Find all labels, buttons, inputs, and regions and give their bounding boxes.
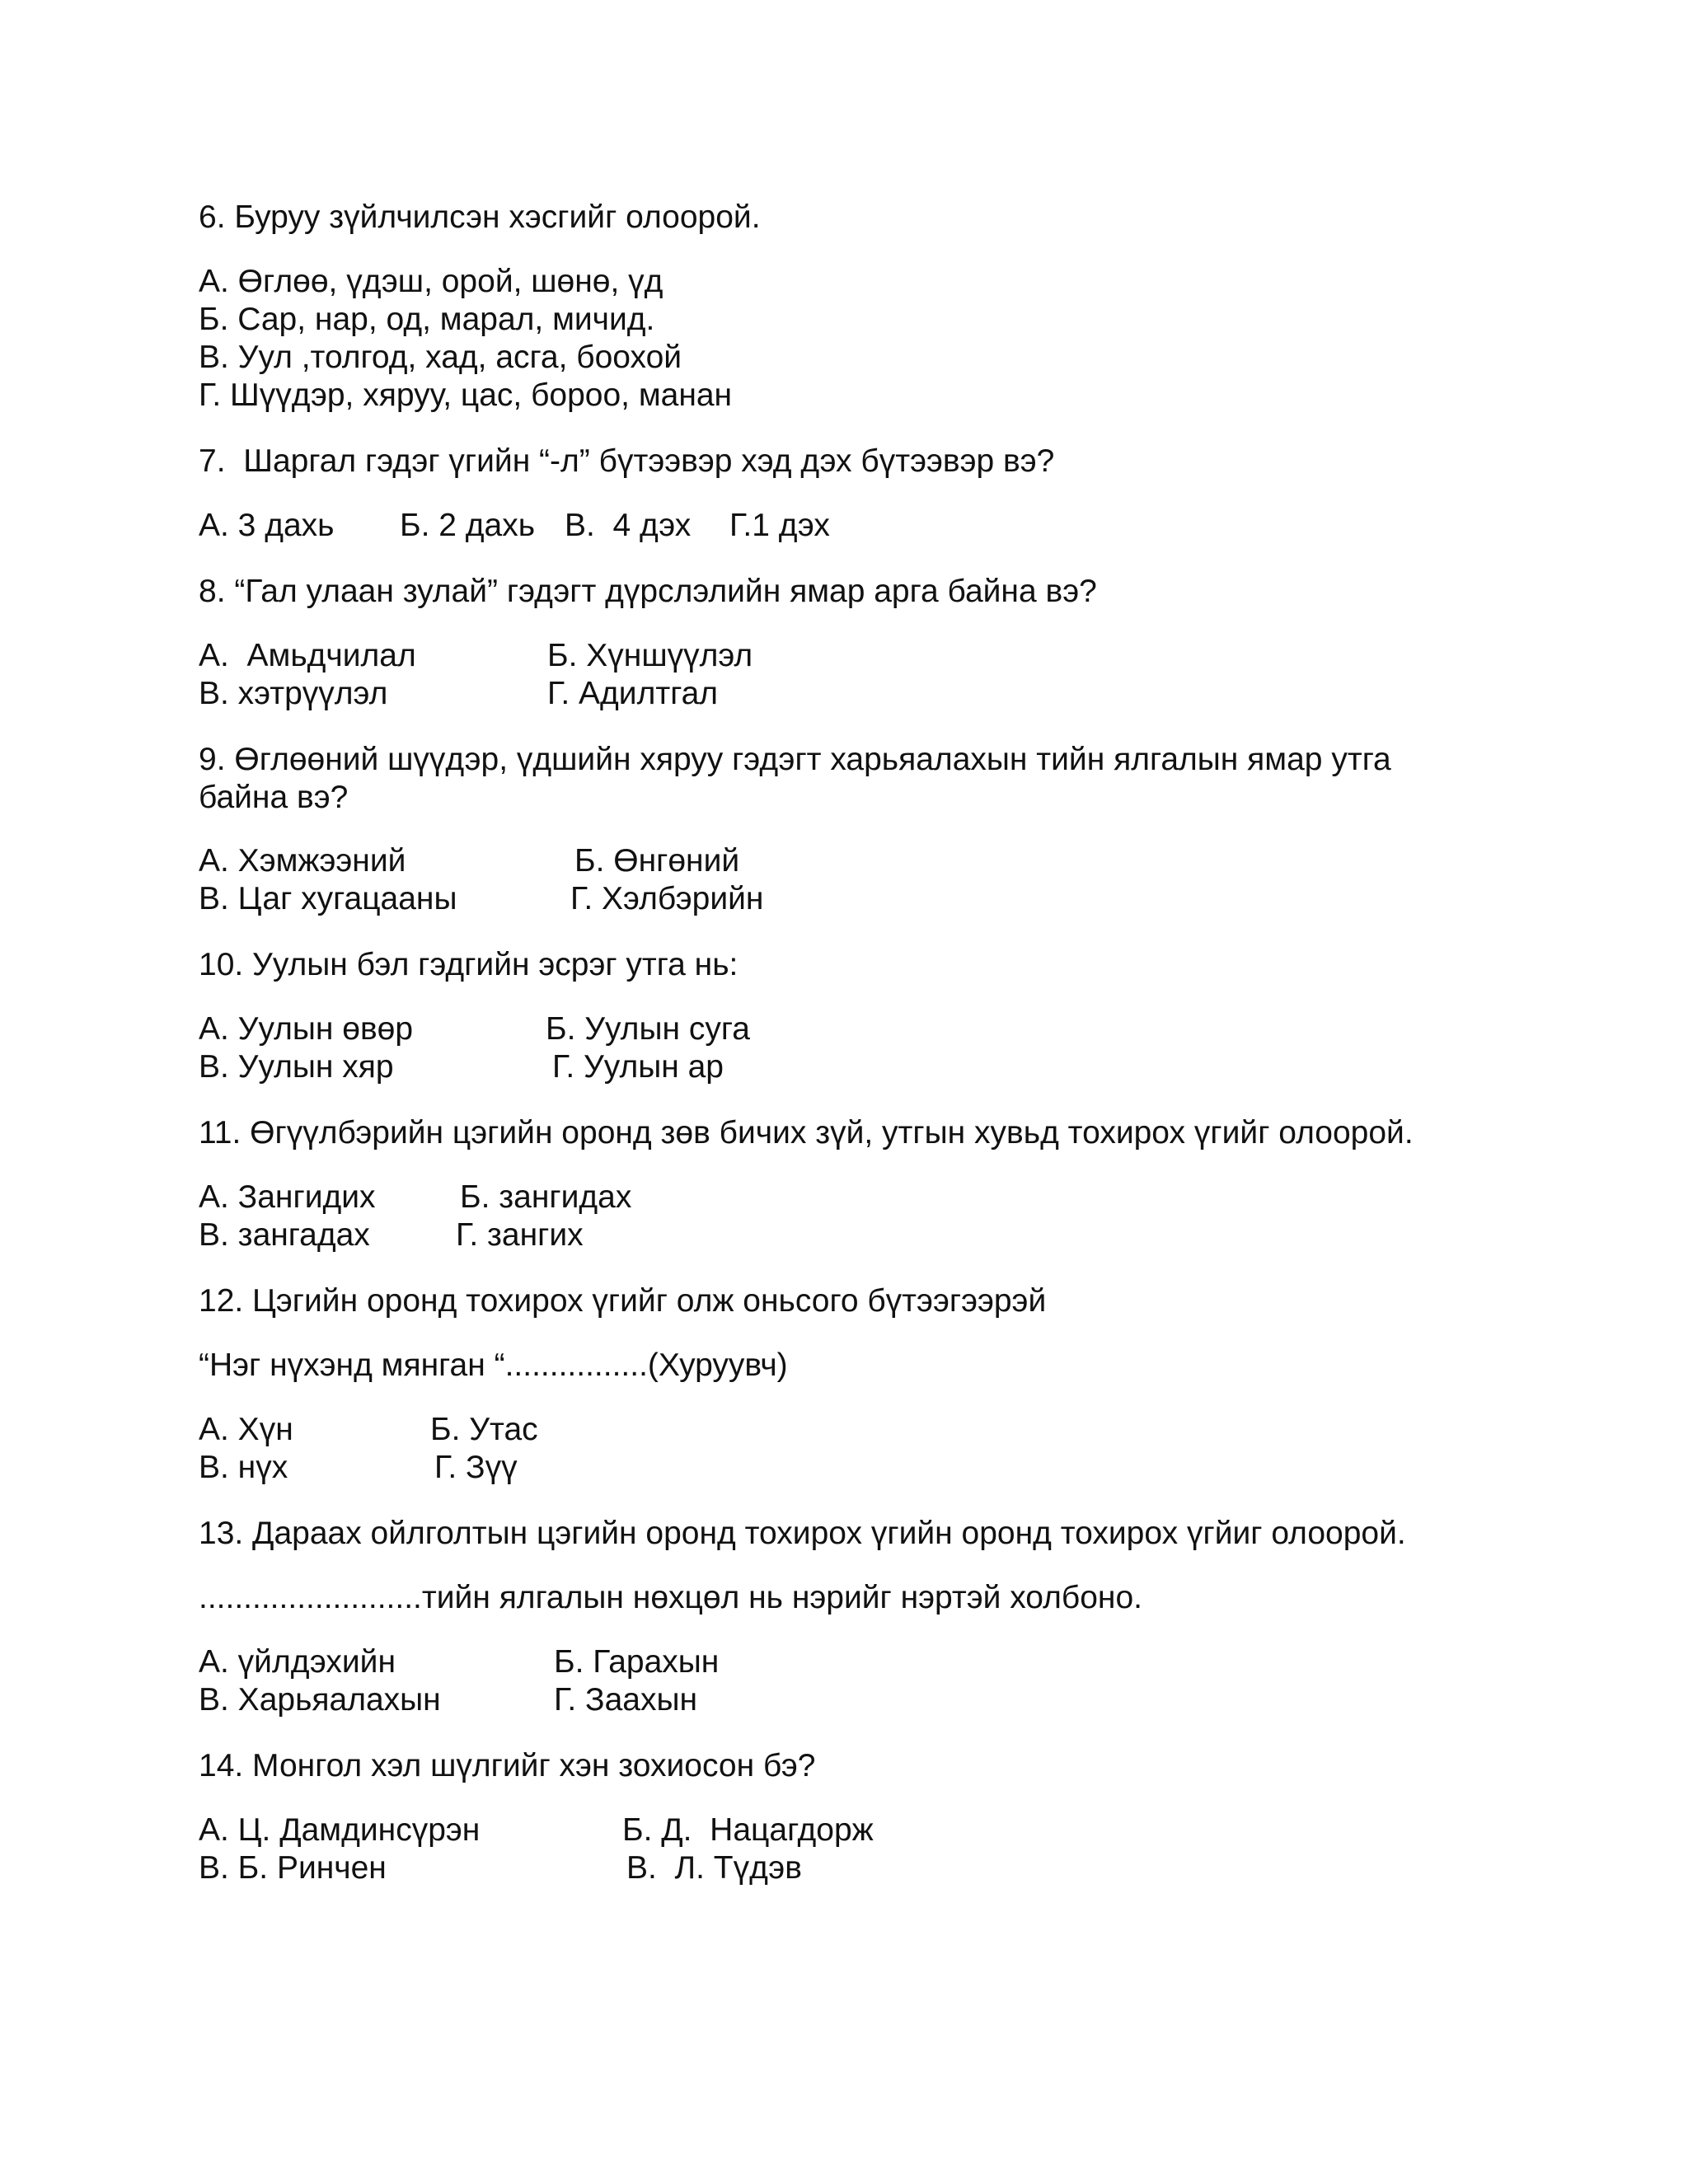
question-7-option-c: В. 4 дэх — [565, 508, 692, 543]
question-10-option-a: А. Уулын өвөр — [199, 1011, 414, 1047]
question-13-option-b: Б. Гарахын — [554, 1644, 720, 1680]
question-12-riddle: “Нэг нүхэнд мянган “................(Хуруувч) — [199, 1347, 788, 1383]
question-13-statement: .........................тийн ялгалын нөхцөл нь нэрийг нэртэй холбоно. — [199, 1580, 1142, 1615]
question-6-option-b: Б. Сар, нар, од, марал, мичид. — [199, 302, 655, 337]
question-13-prompt: 13. Дараах ойлголтын цэгийн оронд тохирох үгийн оронд тохирох үгйиг олоорой. — [199, 1516, 1406, 1551]
question-6-option-d: Г. Шүүдэр, хяруу, цас, бороо, манан — [199, 377, 733, 413]
question-9-prompt-line-2: байна вэ? — [199, 780, 349, 815]
question-12-option-c: В. нүх — [199, 1450, 288, 1485]
question-8-prompt: 8. “Гал улаан зулай” гэдэгт дүрслэлийн ямар арга байна вэ? — [199, 574, 1097, 609]
question-12-option-a: А. Хүн — [199, 1412, 293, 1447]
question-8-option-c: В. хэтрүүлэл — [199, 676, 388, 711]
question-13-option-d: Г. Заахын — [554, 1682, 698, 1718]
question-8-option-d: Г. Адилтгал — [547, 676, 719, 711]
question-10-option-d: Г. Уулын ар — [552, 1049, 724, 1085]
question-8-option-a: А. Амьдчилал — [199, 638, 416, 673]
question-14-option-a: А. Ц. Дамдинсүрэн — [199, 1812, 481, 1848]
question-9-option-c: В. Цаг хугацааны — [199, 881, 457, 916]
question-13-option-a: А. үйлдэхийн — [199, 1644, 396, 1680]
question-13-option-c: В. Харьяалахын — [199, 1682, 441, 1718]
question-9-prompt-line-1: 9. Өглөөний шүүдэр, үдшийн хяруу гэдэгт харьяалахын тийн ялгалын ямар утга — [199, 742, 1391, 777]
question-10-option-c: В. Уулын хяр — [199, 1049, 394, 1085]
question-6-option-c: В. Уул ,толгод, хад, асга, боохой — [199, 340, 682, 375]
question-7-option-b: Б. 2 дахь — [400, 508, 536, 543]
question-6-prompt: 6. Буруу зүйлчилсэн хэсгийг олоорой. — [199, 199, 761, 235]
question-11-prompt: 11. Өгүүлбэрийн цэгийн оронд зөв бичих зүй, утгын хувьд тохирох үгийг олоорой. — [199, 1115, 1414, 1151]
question-12-option-d: Г. Зүү — [434, 1450, 518, 1485]
question-9-option-b: Б. Өнгөний — [574, 843, 740, 879]
question-7-prompt: 7. Шаргал гэдэг үгийн “-л” бүтээвэр хэд дэх бүтээвэр вэ? — [199, 443, 1055, 479]
question-6-option-a: А. Өглөө, үдэш, орой, шөнө, үд — [199, 264, 663, 299]
question-7-option-a: А. 3 дахь — [199, 508, 335, 543]
question-14-option-b: Б. Д. Нацагдорж — [622, 1812, 874, 1848]
question-12-prompt: 12. Цэгийн оронд тохирох үгийг олж оньсого бүтээгээрэй — [199, 1283, 1047, 1319]
question-11-option-c: В. зангадах — [199, 1217, 370, 1253]
question-7-option-d: Г.1 дэх — [729, 508, 830, 543]
question-10-option-b: Б. Уулын суга — [546, 1011, 750, 1047]
question-11-option-b: Б. зангидах — [460, 1179, 632, 1215]
question-8-option-b: Б. Хүншүүлэл — [547, 638, 753, 673]
question-11-option-a: А. Зангидих — [199, 1179, 376, 1215]
question-10-prompt: 10. Уулын бэл гэдгийн эсрэг утга нь: — [199, 947, 738, 982]
question-14-option-c: В. Б. Ринчен — [199, 1850, 387, 1886]
question-14-option-d: В. Л. Түдэв — [626, 1850, 802, 1886]
question-12-option-b: Б. Утас — [430, 1412, 538, 1447]
question-11-option-d: Г. зангих — [456, 1217, 584, 1253]
question-9-option-a: А. Хэмжээний — [199, 843, 406, 879]
question-14-prompt: 14. Монгол хэл шүлгийг хэн зохиосон бэ? — [199, 1748, 816, 1783]
question-9-option-d: Г. Хэлбэрийн — [570, 881, 764, 916]
